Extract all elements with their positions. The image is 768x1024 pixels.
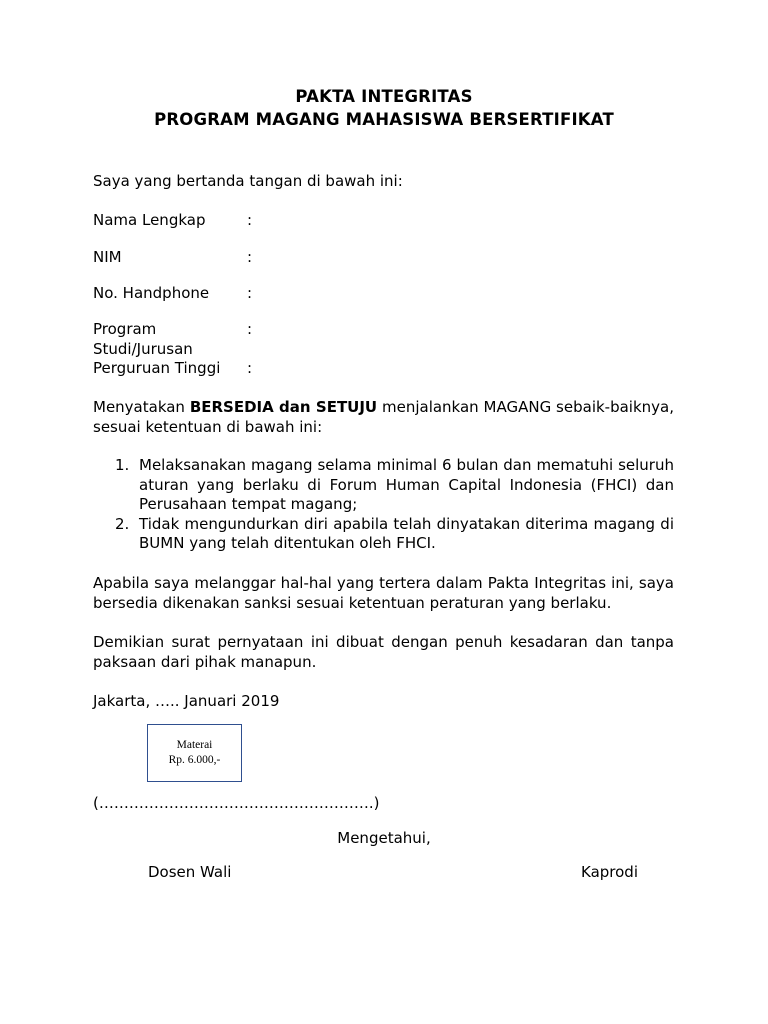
field-label-nama: Nama Lengkap: [93, 211, 206, 229]
field-label-program: Program: [93, 320, 157, 338]
acknowledged-label: Mengetahui,: [337, 829, 431, 847]
materai-stamp-box: [147, 724, 242, 782]
closing-paragraph: Demikian surat pernyataan ini dibuat dengan penuh kesadaran dan tanpa paksaan dari pihak manapun.: [93, 633, 674, 671]
terms-list: [93, 456, 674, 554]
statement-paragraph: [93, 397, 674, 437]
list-text: Tidak mengundurkan diri apabila telah dinyatakan diterima magang di BUMN yang telah ditentukan oleh FHCI.: [139, 514, 674, 552]
field-label-studi: Studi/Jurusan: [93, 340, 193, 358]
field-colon: :: [247, 359, 253, 377]
field-colon: :: [247, 284, 253, 302]
field-label-hp: No. Handphone: [93, 284, 210, 302]
statement-suffix: menjalankan MAGANG sebaik-baiknya, sesuai ketentuan di bawah ini:: [93, 398, 674, 436]
materai-value: Rp. 6.000,-: [168, 754, 221, 766]
list-item: [93, 515, 674, 554]
place-date: Jakarta, ….. Januari 2019: [93, 692, 280, 710]
sanction-paragraph: Apabila saya melanggar hal-hal yang tertera dalam Pakta Integritas ini, saya bersedia dikenakan sanksi sesuai ketentuan peraturan yang berlaku.: [93, 574, 674, 612]
field-colon: :: [247, 320, 253, 338]
field-label-nim: NIM: [93, 248, 122, 266]
list-item: [93, 456, 674, 515]
signer-kaprodi: Kaprodi: [581, 863, 638, 881]
list-number: 1.: [115, 456, 130, 474]
materai-label: Materai: [176, 739, 213, 751]
list-number: 2.: [115, 514, 130, 533]
signature-line: (……………………………………………….): [93, 794, 380, 812]
statement-bold: BERSEDIA dan SETUJU: [189, 398, 378, 416]
document-subtitle: PROGRAM MAGANG MAHASISWA BERSERTIFIKAT: [154, 110, 614, 129]
statement-prefix: Menyatakan: [93, 398, 190, 416]
field-colon: :: [247, 248, 253, 266]
signer-dosen-wali: Dosen Wali: [148, 863, 232, 881]
list-text: Melaksanakan magang selama minimal 6 bulan dan mematuhi seluruh aturan yang berlaku di Forum Human Capital Indonesia (FHCI) dan Perusahaan tempat magang;: [139, 456, 674, 513]
document-title: PAKTA INTEGRITAS: [295, 87, 473, 106]
intro-text: Saya yang bertanda tangan di bawah ini:: [93, 172, 403, 190]
field-label-pt: Perguruan Tinggi: [93, 359, 221, 377]
field-colon: :: [247, 211, 253, 229]
